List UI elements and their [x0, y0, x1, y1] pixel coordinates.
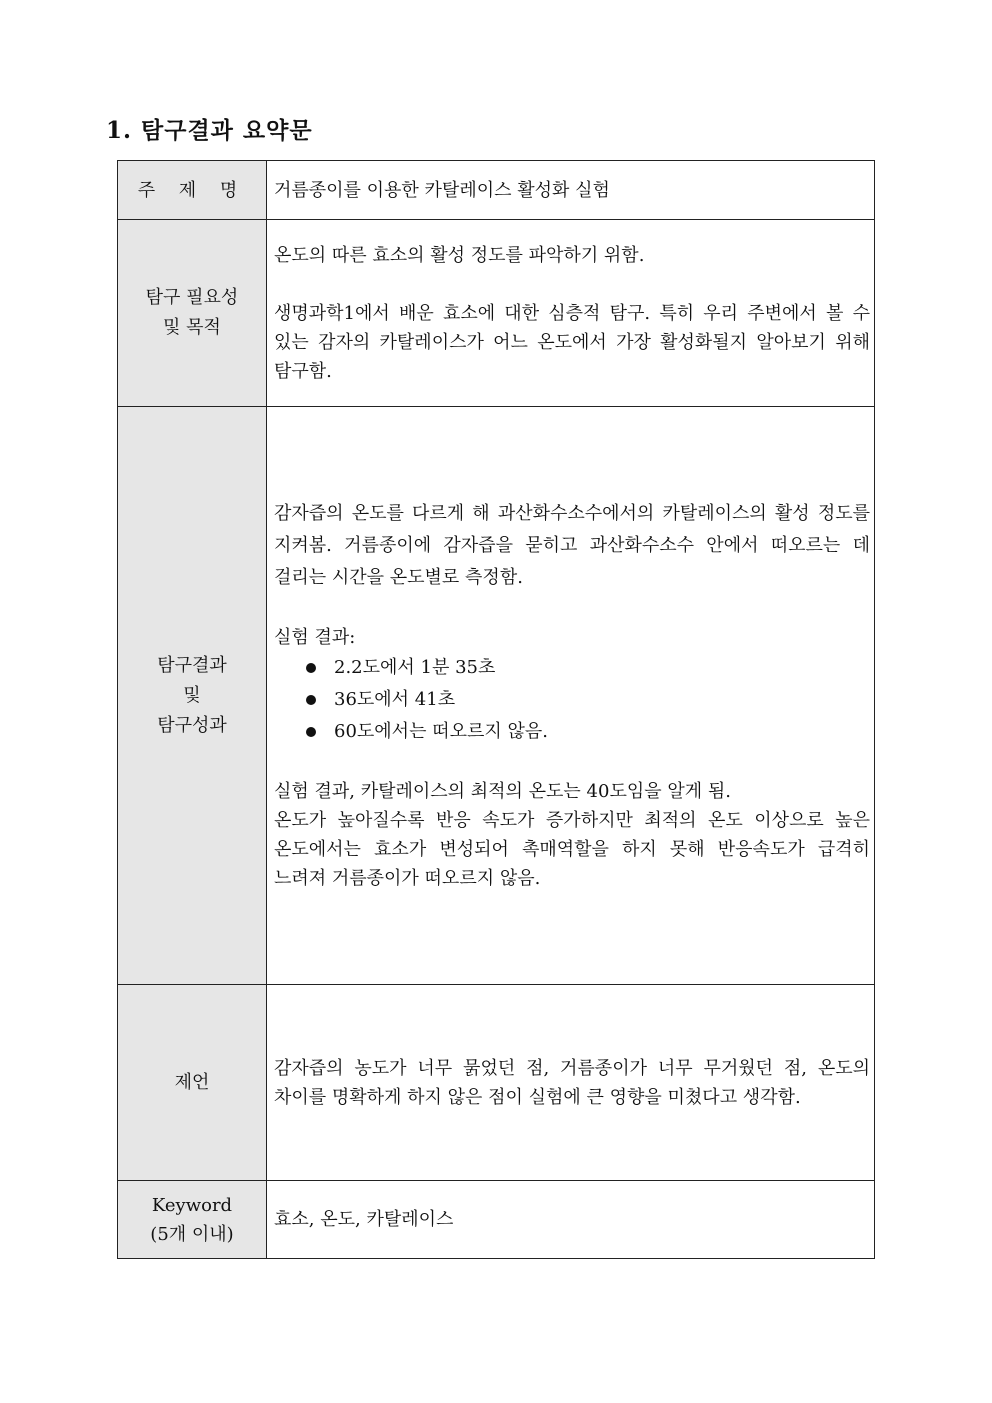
topic-value: 거름종이를 이용한 카탈레이스 활성화 실험: [274, 179, 610, 201]
result-item-3: 60도에서는 떠오르지 않음.: [334, 721, 548, 742]
topic-label-cell: [118, 161, 267, 220]
results-label-line1: 탐구결과: [157, 654, 227, 676]
keyword-value: 효소, 온도, 카탈레이스: [274, 1209, 454, 1230]
keyword-label-line2: (5개 이내): [150, 1223, 234, 1245]
suggestion-value-cell: [267, 985, 875, 1181]
list-item: [334, 652, 870, 684]
purpose-row: [118, 220, 875, 407]
topic-label: 주 제 명: [137, 179, 247, 201]
suggestion-row: [118, 985, 875, 1181]
list-item: [334, 684, 870, 716]
topic-row: [118, 161, 875, 220]
section-heading: 1. 탐구결과 요약문: [106, 117, 313, 144]
results-value-cell: [267, 407, 875, 985]
result-item-1: 2.2도에서 1분 35초: [334, 657, 496, 678]
keyword-label-line1: Keyword: [151, 1194, 233, 1216]
results-label-line2: 및: [183, 684, 201, 706]
results-conclusion-1: 실험 결과, 카탈레이스의 최적의 온도는 40도임을 알게 됨.: [274, 781, 731, 802]
keyword-row: [118, 1181, 875, 1259]
suggestion-value: 감자즙의 농도가 너무 묽었던 점, 거름종이가 너무 무거웠던 점, 온도의 차이를 명확하게 하지 않은 점이 실험에 큰 영향을 미쳤다고 생각함.: [274, 1057, 870, 1108]
results-label-cell: [118, 407, 267, 985]
result-item-2: 36도에서 41초: [334, 689, 456, 710]
results-label-line3: 탐구성과: [157, 714, 227, 736]
purpose-label-line2: 및 목적: [163, 317, 221, 338]
purpose-value-cell: [267, 220, 875, 407]
purpose-label-cell: [118, 220, 267, 407]
purpose-label-line1: 탐구 필요성: [145, 287, 239, 308]
results-conclusion-2: 온도가 높아질수록 반응 속도가 증가하지만 최적의 온도 이상으로 높은 온도에서는 효소가 변성되어 촉매역할을 하지 못해 반응속도가 급격히 느려져 거름종이가 떠오르지 않음.: [274, 810, 870, 889]
summary-table: [117, 160, 875, 1259]
bullet-icon: [306, 663, 316, 673]
suggestion-label: 제언: [174, 1072, 210, 1093]
spacer: [274, 270, 870, 299]
list-item: [334, 716, 870, 748]
keyword-value-cell: [267, 1181, 875, 1259]
results-list: [274, 652, 870, 748]
suggestion-label-cell: [118, 985, 267, 1181]
keyword-label-cell: [118, 1181, 267, 1259]
results-row: [118, 407, 875, 985]
spacer: [274, 748, 870, 777]
bullet-icon: [306, 727, 316, 737]
results-intro: 감자즙의 온도를 다르게 해 과산화수소수에서의 카탈레이스의 활성 정도를 지켜봄. 거름종이에 감자즙을 묻히고 과산화수소수 안에서 떠오르는 데 걸리는 시간을 온도별로 측정함.: [274, 503, 870, 588]
topic-value-cell: [267, 161, 875, 220]
spacer: [274, 594, 870, 623]
purpose-para-2: 생명과학1에서 배운 효소에 대한 심층적 탐구. 특히 우리 주변에서 볼 수 있는 감자의 카탈레이스가 어느 온도에서 가장 활성화될지 알아보기 위해 탐구함.: [274, 302, 870, 382]
bullet-icon: [306, 695, 316, 705]
purpose-para-1: 온도의 따른 효소의 활성 정도를 파악하기 위함.: [274, 244, 645, 266]
results-heading: 실험 결과:: [274, 627, 356, 648]
